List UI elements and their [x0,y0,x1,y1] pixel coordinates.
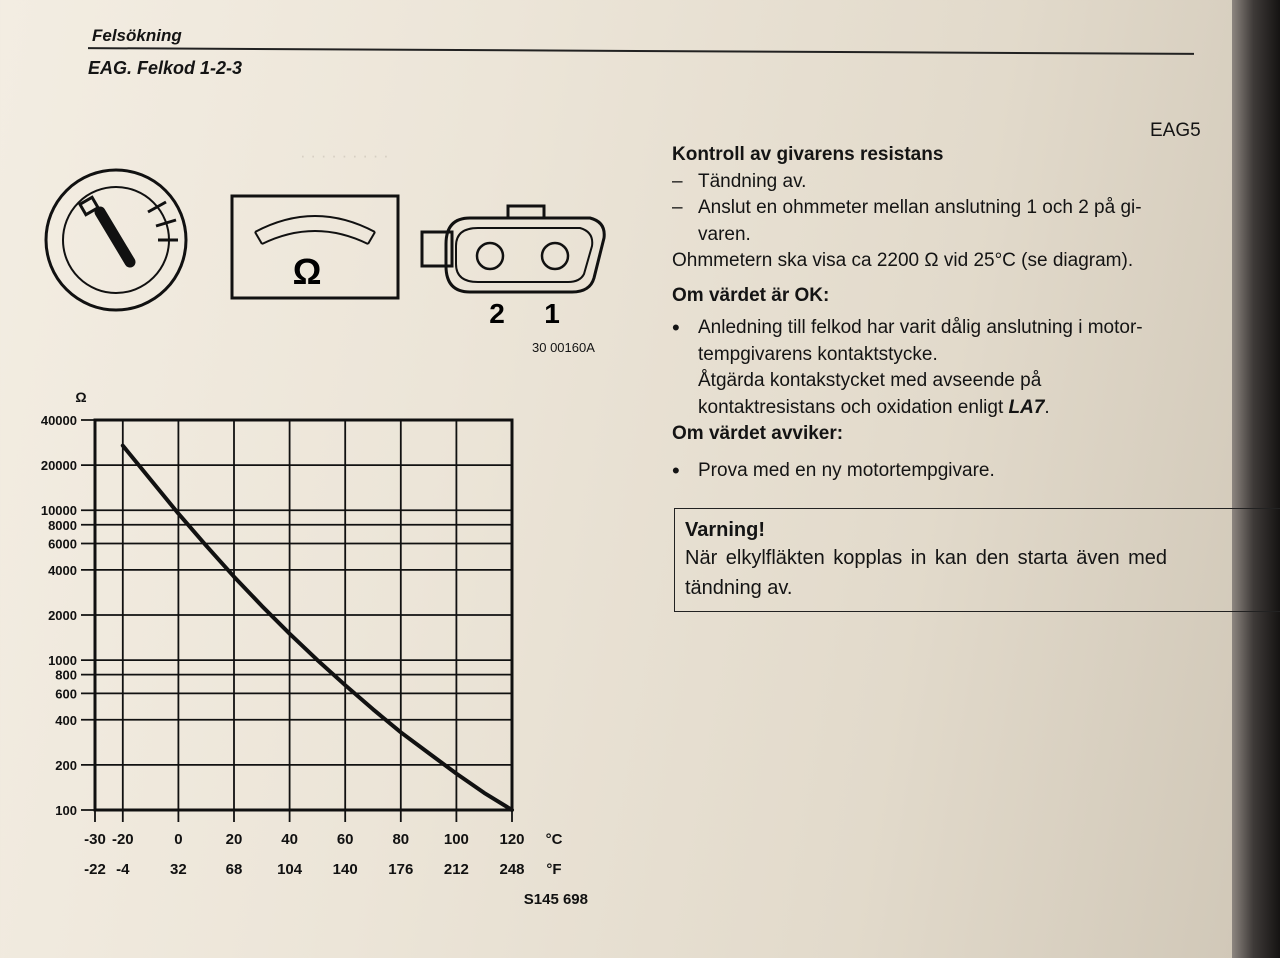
ok-ref: LA7 [1008,396,1045,418]
step-2-cont [672,222,1232,249]
subsection-title: EAG. Felkod 1-2-3 [88,58,243,78]
page-edge-shadow [1232,0,1280,958]
step-2-text: Anslut en ohmmeter mellan anslutning 1 och 2 på gi- [698,197,1142,218]
pin-label-1: 1 [544,298,560,329]
warning-box [674,508,1280,612]
ok-bullet: • Anledning till felkod har varit dålig anslutning i motor- [672,315,1143,340]
warning-line-1: När elkylfläkten kopplas in kan den starta även med [685,547,1168,569]
instructions [672,142,1232,484]
y-tick-label: 1000 [48,653,77,669]
x-tick-label-c: 100 [443,831,469,848]
y-tick-label: 600 [55,686,77,702]
ok-cont-3 [672,395,1232,422]
y-tick-label: 10000 [40,503,77,519]
y-tick-label: 200 [55,757,77,773]
y-axis-unit: Ω [75,389,87,405]
resistance-curve [123,446,512,810]
y-tick-label: 800 [55,667,77,683]
warning-title: Varning! [685,519,766,541]
y-tick-label: 400 [55,712,77,728]
ok-line-4-end: . [1044,396,1050,418]
ok-line-2: tempgivarens kontaktstycke. [698,343,938,365]
x-tick-label-f: 68 [225,861,243,878]
x-tick-label-c: 80 [392,831,410,848]
deviates-line: Prova med en ny motortempgivare. [698,459,995,481]
x-tick-label-c: -30 [84,831,106,848]
check-title: Kontroll av givarens resistans [672,144,944,165]
deviates-bullet: • Prova med en ny motortempgivare. [672,457,995,483]
x-tick-label-c: 120 [499,831,525,848]
ok-line-4: kontaktresistans och oxidation enligt [698,396,1004,418]
pin-label-2: 2 [489,298,505,329]
x-tick-label-f: 32 [170,861,187,878]
y-tick-label: 100 [55,803,77,818]
figure-code: 30 00160A [532,340,595,355]
x-tick-label-c: -20 [111,831,134,848]
warning-line-2: tändning av. [685,577,793,599]
ok-line-1: Anledning till felkod har varit dålig anslutning i motor- [698,317,1143,338]
y-tick-label: 20000 [40,458,77,474]
bleed-through: · · · · · · · · · [300,146,389,165]
x-tick-label-c: 20 [225,831,243,848]
y-tick-label: 8000 [48,517,77,533]
x-tick-label-f: 140 [332,861,358,878]
y-tick-label: 4000 [48,562,77,578]
x-tick-label-c: 0 [174,831,183,848]
x-tick-label-f: 248 [499,861,525,878]
ok-cont-2 [672,368,1232,395]
x-axis-unit-c: °C [545,831,563,848]
ok-title: Om värdet är OK: [672,284,830,306]
x-tick-label-c: 40 [281,831,298,848]
x-tick-label-f: -4 [116,861,130,878]
chart-code: S145 698 [523,891,588,908]
x-axis-unit-f: °F [546,861,562,878]
x-tick-label-f: -22 [84,861,106,878]
y-tick-label: 6000 [48,536,77,552]
step-2-cont-text: varen. [698,223,751,245]
deviates-title: Om värdet avviker: [672,423,844,444]
x-tick-label-f: 176 [388,861,414,878]
y-tick-label: 2000 [48,608,77,623]
step-1: – Tändning av. [672,169,1232,196]
expected-reading: Ohmmetern ska visa ca 2200 Ω vid 25°C (se diagram). [672,250,1134,271]
ohmmeter-symbol: Ω [292,251,322,292]
page-code: EAG5 [1150,120,1201,141]
y-tick-label: 40000 [40,413,77,428]
step-2: – Anslut en ohmmeter mellan anslutning 1 och 2 på gi- [672,195,1232,222]
section-title: Felsökning [92,26,182,45]
step-1-text: Tändning av. [698,170,807,192]
x-tick-label-c: 60 [336,831,354,848]
x-tick-label-f: 104 [277,861,303,878]
ok-line-3: Åtgärda kontakstycket med avseende på [698,370,1042,391]
ok-cont-1 [672,342,1232,369]
x-tick-label-f: 212 [443,861,469,878]
